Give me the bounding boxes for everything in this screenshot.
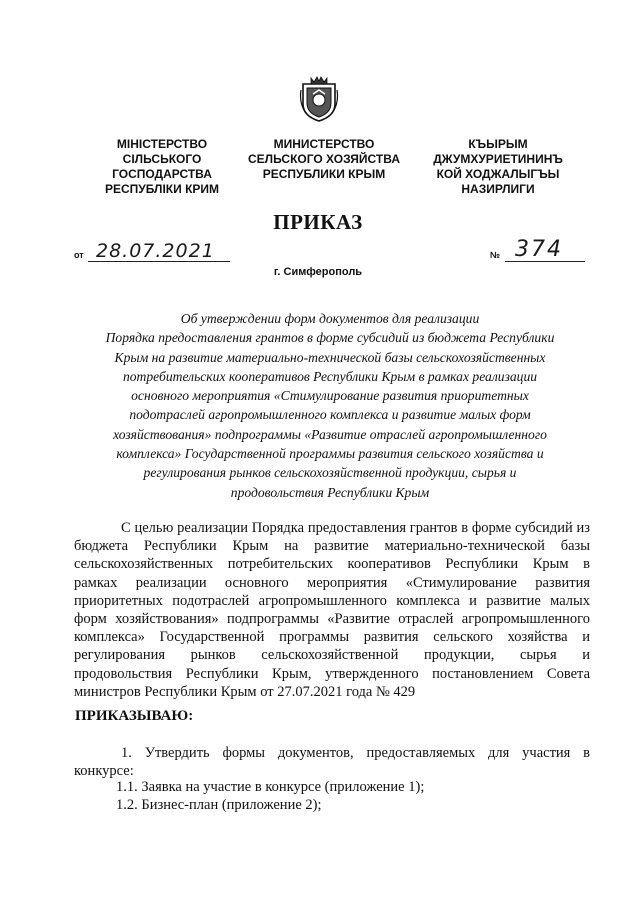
ministry-ua-line: СІЛЬСЬКОГО xyxy=(122,152,202,166)
ministry-crh-line: КЪЫРЫМ xyxy=(468,137,528,151)
preamble-line: министров Республики Крым от 27.07.2021 года № 429 xyxy=(74,683,416,700)
subject-line: Крым на развитие материально-технической базы сельскохозяйственных xyxy=(114,349,546,365)
subject-line: регулирования рынков сельскохозяйственной продукции, сырья и xyxy=(143,465,517,481)
sub-item-1-1: 1.1. Заявка на участие в конкурсе (приложение 1); xyxy=(116,779,425,795)
preamble-line: сельскохозяйственных потребительских кооперативов Республики Крым в xyxy=(74,556,590,573)
preamble-line: продовольствия Республики Крым, утвержденного постановлением Совета xyxy=(74,665,590,682)
preamble-line: рамках реализации основного мероприятия «Стимулирование развития xyxy=(74,574,590,591)
document-title: ПРИКАЗ xyxy=(273,210,363,234)
ministry-crh-line: ДЖУМХУРИЕТИНИНЪ xyxy=(433,152,563,166)
subject-line: продовольствия Республики Крым xyxy=(230,484,430,500)
number-label: № xyxy=(490,250,501,260)
preamble-line: приоритетных подотраслей агропромышленного комплекса и развитие малых xyxy=(74,592,590,609)
subject-line: основного мероприятия «Стимулирование развития приоритетных xyxy=(131,388,529,404)
subject-line: комплекса» Государственной программы развития сельского хозяйства и xyxy=(116,446,544,462)
order-date: 28.07.2021 xyxy=(96,240,215,262)
ministry-ru-line: РЕСПУБЛИКИ КРЫМ xyxy=(262,167,386,181)
city-name: г. Симферополь xyxy=(273,266,363,278)
order-date-number-row xyxy=(0,237,636,266)
ministry-ua-line: МІНІСТЕРСТВО xyxy=(116,137,208,151)
preamble-line: С целью реализации Порядка предоставления грантов в форме субсидий из xyxy=(121,520,590,536)
subject-line: подотраслей агропромышленного комплекса и развитие малых форм xyxy=(129,407,531,423)
preamble-paragraph xyxy=(74,519,590,701)
ministry-ru-line: СЕЛЬСКОГО ХОЗЯЙСТВА xyxy=(248,152,400,166)
date-label: от xyxy=(74,250,84,260)
ministry-ua-line: РЕСПУБЛІКИ КРИМ xyxy=(104,182,220,196)
ministry-name-russian xyxy=(238,137,410,182)
subject-line: хозяйствования» подпрограммы «Развитие отраслей агропромышленного xyxy=(113,426,547,442)
sub-item-1-2: 1.2. Бизнес-план (приложение 2); xyxy=(116,797,322,813)
order-directive-heading: ПРИКАЗЫВАЮ: xyxy=(75,708,194,724)
preamble-line: регулирования рынков сельскохозяйственной продукции, сырья и xyxy=(74,647,590,664)
ministry-crh-line: КОЙ ХОДЖАЛЫГЪЫ xyxy=(436,167,560,181)
item-line: конкурсе: xyxy=(74,763,134,780)
subject-line: потребительских кооперативов Республики Крым в рамках реализации xyxy=(122,368,538,384)
subject-line: Об утверждении форм документов для реализации xyxy=(180,311,480,326)
item-line: 1. Утвердить формы документов, предоставляемых для участия в xyxy=(121,745,590,761)
preamble-line: бюджета Республики Крым на развитие материально-технической базы xyxy=(74,538,590,555)
ministry-crh-line: НАЗИРЛИГИ xyxy=(461,182,535,196)
preamble-line: форм хозяйствования» подпрограммы «Развитие отраслей агропромышленного xyxy=(74,610,590,627)
subject-line: Порядка предоставления грантов в форме субсидий из бюджета Республики xyxy=(105,330,555,346)
ministry-name-crimean-tatar xyxy=(414,137,582,197)
ministry-ua-line: ГОСПОДАРСТВА xyxy=(112,167,212,181)
order-item-1 xyxy=(74,744,590,780)
ministry-ru-line: МИНИСТЕРСТВО xyxy=(273,137,375,151)
coat-of-arms-icon xyxy=(299,76,339,122)
ministry-name-ukrainian xyxy=(82,137,242,197)
order-subject xyxy=(74,309,586,502)
order-number: 374 xyxy=(515,237,563,262)
preamble-line: комплекса» Государственной программы развития сельского хозяйства и xyxy=(74,629,590,646)
